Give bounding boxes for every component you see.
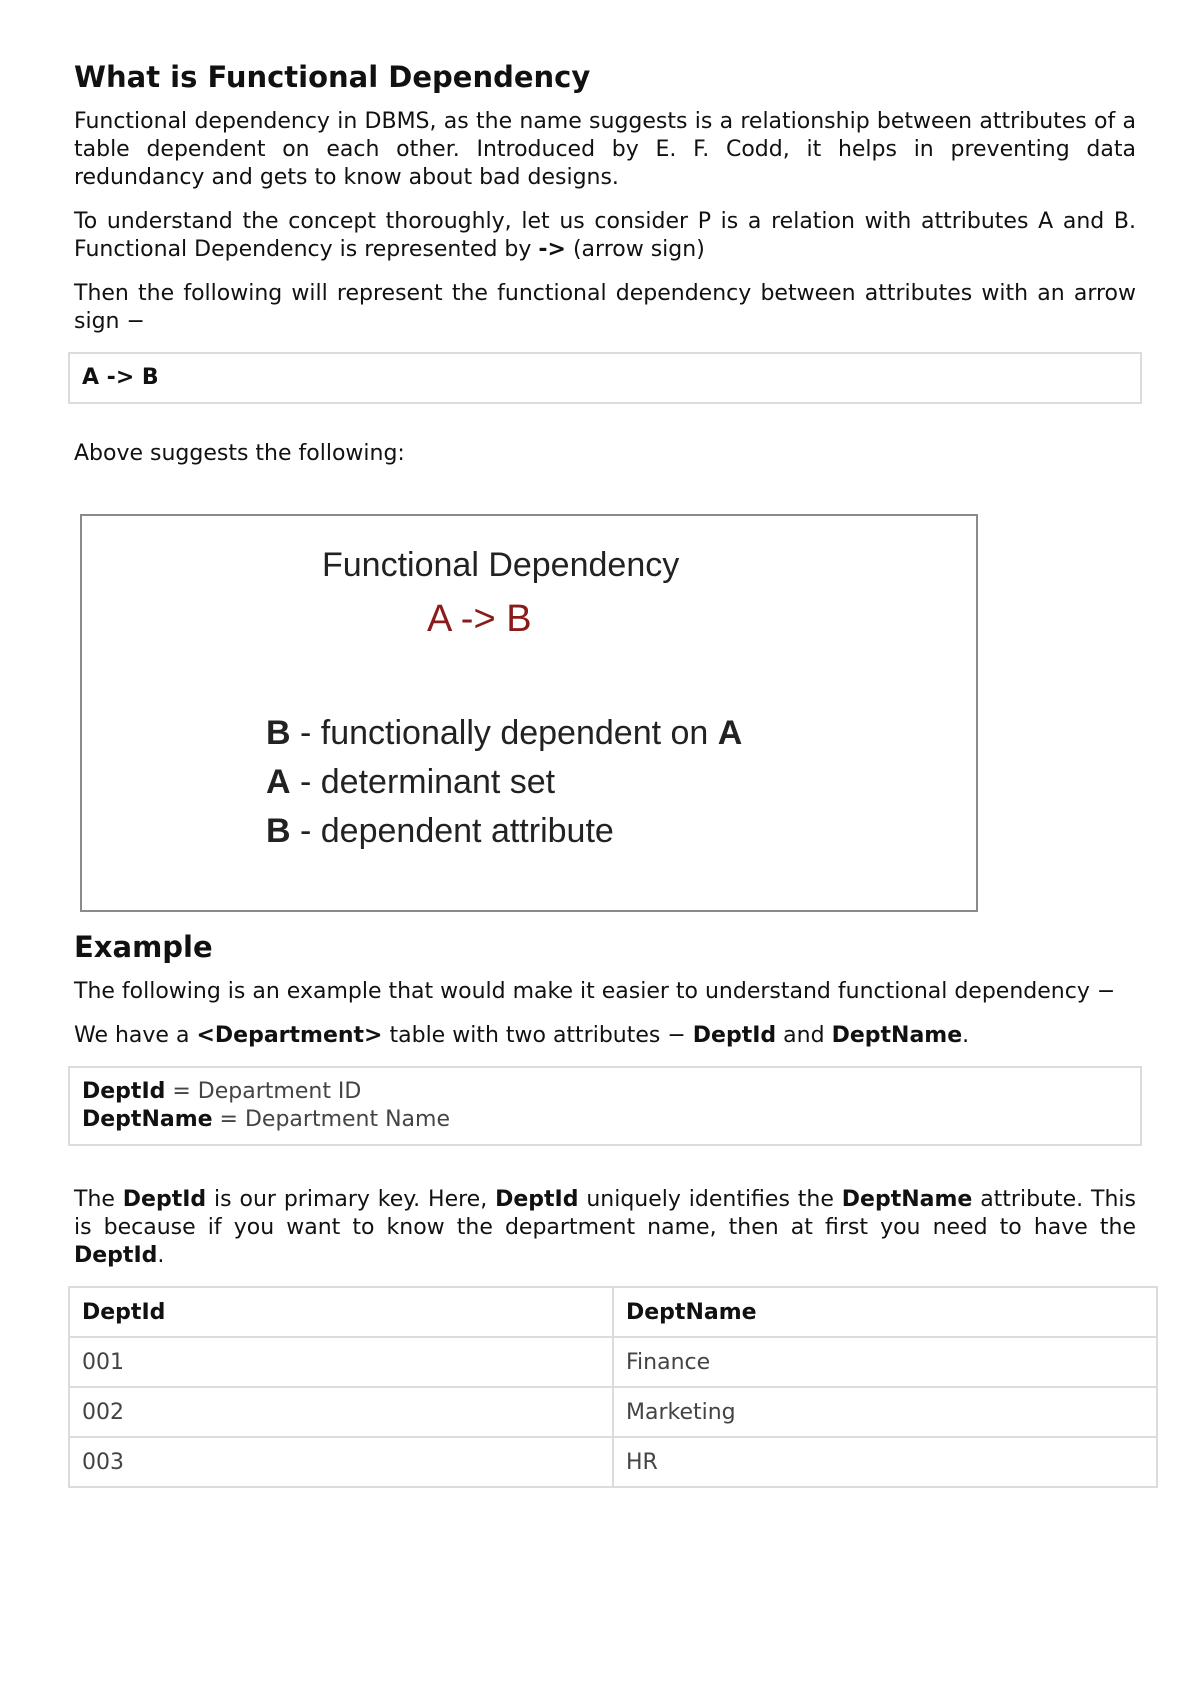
text: uniquely identifies the xyxy=(578,1187,842,1212)
table-cell: HR xyxy=(613,1437,1157,1487)
content-example xyxy=(74,930,1136,1488)
text: and xyxy=(776,1023,832,1048)
paragraph-definition: Functional dependency in DBMS, as the name suggests is a relationship between attributes of a table dependent on each other. Introduced by E. F. Codd, it helps in preventing data redundancy and gets to know about bad designs. xyxy=(74,109,1136,190)
text: table with two attributes − xyxy=(382,1023,693,1048)
table-cell: Finance xyxy=(613,1337,1157,1387)
table-row xyxy=(69,1387,1157,1437)
text: - functionally dependent on xyxy=(290,714,718,752)
table-cell: 003 xyxy=(69,1437,613,1487)
attribute-name: DeptId xyxy=(692,1023,777,1048)
table-cell: 002 xyxy=(69,1387,613,1437)
column-header-deptid: DeptId xyxy=(69,1287,613,1337)
paragraph-primary-key xyxy=(74,1186,1136,1270)
code-line xyxy=(82,1106,1128,1134)
attribute-name: DeptId xyxy=(122,1187,207,1212)
code-key: DeptId xyxy=(82,1079,166,1104)
text: We have a xyxy=(74,1023,197,1048)
column-header-deptname: DeptName xyxy=(613,1287,1157,1337)
paragraph-example-intro: The following is an example that would make it easier to understand functional dependency − xyxy=(74,979,1116,1004)
key: B xyxy=(266,812,291,850)
code-block-fd xyxy=(68,352,1142,404)
paragraph-department-table xyxy=(74,1022,1136,1050)
table-cell: Marketing xyxy=(613,1387,1157,1437)
key: A xyxy=(266,763,291,801)
text: - determinant set xyxy=(290,763,556,801)
text: attribute. This is because if you want to know the department name, then at first you need to have the xyxy=(74,1187,1136,1240)
key: B xyxy=(266,714,291,752)
text: - dependent attribute xyxy=(290,812,614,850)
text: To understand the concept thoroughly, let us consider P is a relation with attributes A and B. Functional Dependency is represented by xyxy=(74,209,1136,262)
paragraph-representation: Then the following will represent the functional dependency between attributes with an arrow sign − xyxy=(74,281,1136,334)
diagram-title: Functional Dependency xyxy=(322,546,680,584)
text: is our primary key. Here, xyxy=(206,1187,496,1212)
table-row xyxy=(69,1337,1157,1387)
code-value: = Department Name xyxy=(212,1107,451,1132)
fd-diagram-image xyxy=(80,514,978,912)
arrow-symbol: -> xyxy=(538,237,566,262)
department-table xyxy=(68,1286,1158,1488)
diagram-formula: A -> B xyxy=(427,598,532,640)
table-cell: 001 xyxy=(69,1337,613,1387)
paragraph-above-suggests: Above suggests the following: xyxy=(74,441,405,466)
text: . xyxy=(157,1243,165,1268)
attribute-name: DeptId xyxy=(74,1243,158,1268)
code-block-attributes xyxy=(68,1066,1142,1146)
paragraph-notation xyxy=(74,208,1136,264)
code-key: DeptName xyxy=(82,1107,213,1132)
code-text: A -> B xyxy=(82,365,159,390)
diagram-line-1 xyxy=(266,714,742,753)
table-row xyxy=(69,1437,1157,1487)
text: . xyxy=(962,1023,970,1048)
code-line xyxy=(82,1078,1128,1106)
text: The xyxy=(74,1187,123,1212)
text: (arrow sign) xyxy=(565,237,705,262)
content xyxy=(74,60,1136,484)
table-name: <Department> xyxy=(196,1023,383,1048)
page-title: What is Functional Dependency xyxy=(74,60,591,94)
attribute-name: DeptName xyxy=(831,1023,963,1048)
attribute-name: DeptName xyxy=(841,1187,973,1212)
diagram-line-2 xyxy=(266,763,555,802)
diagram-line-3 xyxy=(266,812,614,851)
section-heading-example: Example xyxy=(74,930,213,964)
attribute-name: DeptId xyxy=(495,1187,579,1212)
code-value: = Department ID xyxy=(165,1079,362,1104)
key: A xyxy=(717,714,743,752)
table-header-row xyxy=(69,1287,1157,1337)
